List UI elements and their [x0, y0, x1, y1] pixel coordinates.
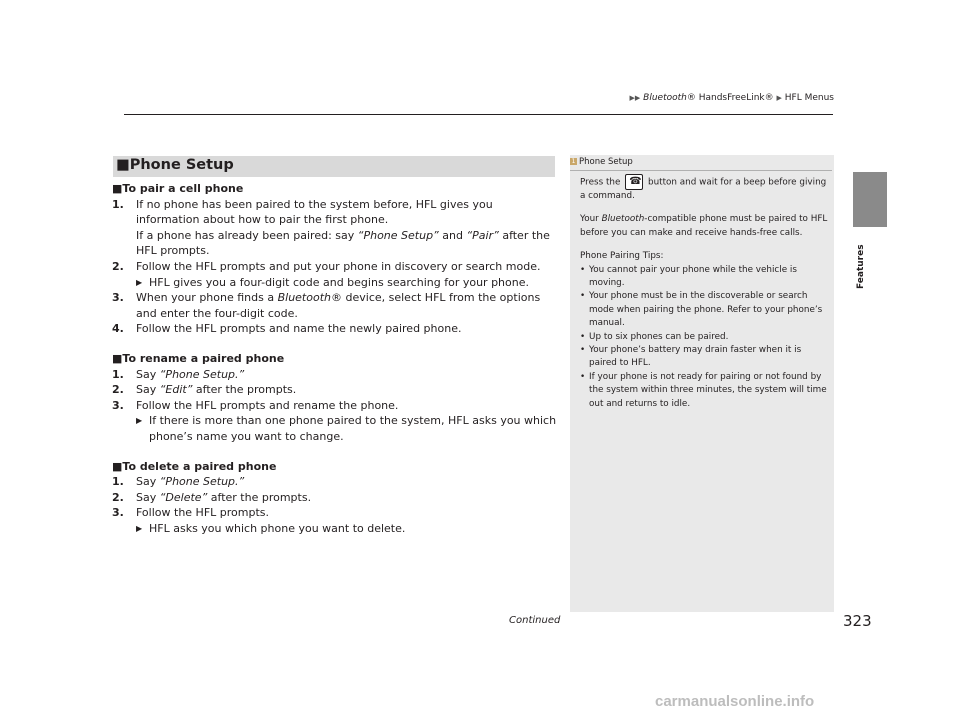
note-paragraph: Your Bluetooth-compatible phone must be paired to HFL before you can make and receive hands-free calls.: [580, 214, 828, 238]
list-item: 1. Say “Phone Setup.”: [112, 367, 245, 381]
note-title: 1 Phone Setup: [570, 157, 832, 171]
continued-label: Continued: [509, 615, 561, 626]
main-content: [112, 181, 557, 536]
list-item: ▶ HFL asks you which phone you want to delete.: [136, 521, 406, 535]
page-number: 323: [843, 612, 872, 630]
note-body: [580, 174, 828, 411]
list-item: 3. When your phone finds a Bluetooth® device, select HFL from the options and enter the four-digit code.: [112, 291, 541, 320]
list-item: 2. Say “Edit” after the prompts.: [112, 383, 297, 397]
chevron-right-icon: ▶▶: [629, 94, 641, 102]
subheading-delete: ■To delete a paired phone: [112, 459, 277, 473]
note-paragraph: Press the ☎ button and wait for a beep before giving a command.: [580, 176, 827, 201]
list-item: 3. Follow the HFL prompts and rename the phone.: [112, 398, 399, 412]
chevron-right-icon: ▶: [776, 94, 782, 102]
list-item: • Your phone must be in the discoverable or search mode when pairing the phone. Refer to your phone’s manual.: [580, 291, 823, 329]
subheading-rename: ■To rename a paired phone: [112, 351, 285, 365]
list-item: • You cannot pair your phone while the vehicle is moving.: [580, 264, 797, 289]
subheading-pair: ■To pair a cell phone: [112, 182, 244, 195]
list-item: ▶ If there is more than one phone paired to the system, HFL asks you which phone’s name you want to change.: [136, 414, 557, 443]
arrow-icon: ▶: [136, 277, 143, 287]
phone-talk-icon: ☎: [625, 174, 643, 190]
arrow-icon: ▶: [136, 416, 143, 426]
list-item: 1. Say “Phone Setup.”: [112, 475, 245, 489]
side-tab: [853, 172, 887, 227]
list-item: 2. Follow the HFL prompts and put your phone in discovery or search mode.: [112, 259, 541, 273]
side-tab-label: Features: [856, 244, 866, 289]
header-rule: [124, 114, 833, 115]
list-item: 3. Follow the HFL prompts.: [112, 506, 270, 520]
note-tips-title: Phone Pairing Tips:: [580, 251, 664, 262]
list-item: 1. If no phone has been paired to the system before, HFL gives you information about how to pair the first phone.: [112, 197, 493, 227]
note-marker-icon: 1: [571, 158, 576, 165]
list-item: ▶ HFL gives you a four-digit code and begins searching for your phone.: [136, 275, 529, 289]
list-item: • If your phone is not ready for pairing or not found by the system within three minutes, the system will time out and returns to idle.: [580, 371, 827, 409]
breadcrumb: ▶▶ Bluetooth® HandsFreeLink® ▶ HFL Menus: [629, 93, 834, 103]
watermark: carmanualsonline.info: [655, 693, 815, 710]
list-item: If a phone has already been paired: say “Phone Setup” and “Pair” after the HFL prompts.: [136, 228, 550, 258]
list-item: • Up to six phones can be paired.: [580, 331, 729, 342]
section-title: ■Phone Setup: [116, 157, 234, 173]
arrow-icon: ▶: [136, 523, 143, 533]
list-item: 2. Say “Delete” after the prompts.: [112, 490, 312, 504]
list-item: 4. Follow the HFL prompts and name the newly paired phone.: [112, 322, 462, 336]
list-item: • Your phone’s battery may drain faster when it is paired to HFL.: [580, 345, 802, 369]
